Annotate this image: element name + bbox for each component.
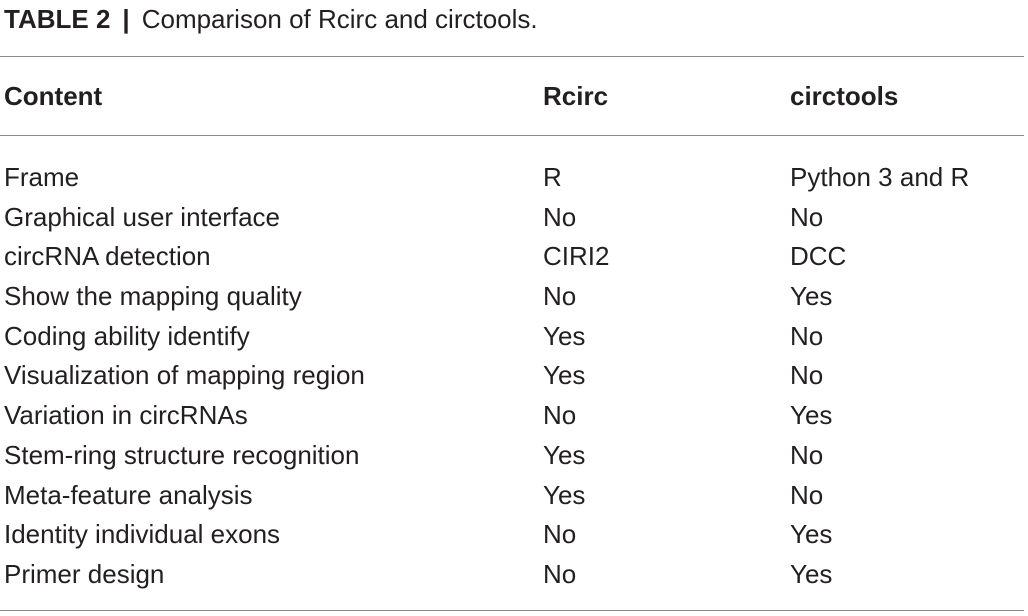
table-caption (4, 2, 538, 36)
table-row (0, 555, 1024, 595)
cell-circtools: Yes (790, 558, 833, 589)
cell-content: Visualization of mapping region (4, 360, 365, 391)
table-row (0, 317, 1024, 357)
cell-content: Meta-feature analysis (4, 479, 253, 510)
table-label: TABLE 2 (4, 4, 111, 34)
header-rule (0, 135, 1024, 136)
table-title: Comparison of Rcirc and circtools. (141, 4, 538, 34)
cell-circtools: DCC (790, 241, 847, 272)
cell-rcirc: Yes (543, 439, 586, 470)
cell-rcirc: No (543, 400, 577, 431)
column-header-content: Content (4, 81, 103, 111)
bottom-rule (0, 610, 1024, 611)
cell-circtools: No (790, 479, 824, 510)
cell-circtools: Yes (790, 400, 833, 431)
cell-circtools: No (790, 439, 824, 470)
table-row (0, 158, 1024, 198)
caption-separator: | (122, 4, 130, 34)
table-row (0, 436, 1024, 476)
cell-circtools: No (790, 360, 824, 391)
cell-circtools: No (790, 320, 824, 351)
cell-content: Stem-ring structure recognition (4, 439, 360, 470)
cell-circtools: Yes (790, 281, 833, 312)
table-row (0, 396, 1024, 436)
cell-rcirc: CIRI2 (543, 241, 610, 272)
table-row (0, 198, 1024, 238)
cell-rcirc: No (543, 519, 577, 550)
table-body (0, 158, 1024, 595)
cell-rcirc: R (543, 162, 562, 192)
cell-rcirc: Yes (543, 320, 586, 351)
cell-content: circRNA detection (4, 241, 211, 272)
cell-circtools: Python 3 and R (790, 162, 970, 192)
cell-content: Primer design (4, 558, 165, 589)
column-header-circtools: circtools (790, 81, 899, 111)
table-row (0, 356, 1024, 396)
cell-content: Graphical user interface (4, 201, 281, 232)
table-row (0, 237, 1024, 277)
cell-content: Variation in circRNAs (4, 400, 248, 431)
column-header-rcirc: Rcirc (543, 81, 609, 111)
cell-content: Coding ability identify (4, 320, 250, 351)
cell-circtools: Yes (790, 519, 833, 550)
cell-content: Show the mapping quality (4, 281, 302, 312)
cell-rcirc: No (543, 558, 577, 589)
cell-content: Identity individual exons (4, 519, 281, 550)
cell-rcirc: Yes (543, 360, 586, 391)
cell-content: Frame (4, 162, 80, 192)
top-rule (0, 56, 1024, 57)
table-header (0, 78, 1024, 114)
table-row (0, 515, 1024, 555)
cell-rcirc: Yes (543, 479, 586, 510)
table-row (0, 476, 1024, 516)
cell-rcirc: No (543, 201, 577, 232)
cell-circtools: No (790, 201, 824, 232)
cell-rcirc: No (543, 281, 577, 312)
table-row (0, 277, 1024, 317)
